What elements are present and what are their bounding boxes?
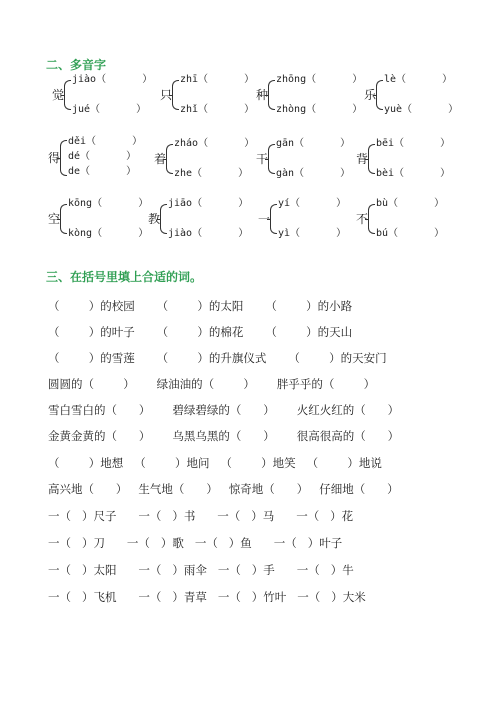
reading: zháo（ ） [174,138,255,149]
brace-icon [270,204,277,234]
reading: yí（ ） [278,198,347,209]
polyphone-char: 种 [256,88,269,102]
reading: kòng（ ） [68,228,149,239]
polyphone-char: 干 [256,152,269,166]
fill-line: 一（ ）太阳 一（ ）雨伞 一（ ）手 一（ ）牛 [48,563,354,577]
reading: zhǐ（ ） [180,104,255,115]
brace-icon [268,80,275,110]
fill-line: 一（ ）尺子 一（ ）书 一（ ）马 一（ ）花 [48,509,354,523]
reading: bēi（ ） [376,138,451,149]
brace-icon [60,140,67,176]
reading: zhòng（ ） [276,104,363,115]
polyphone-char: 乐 [364,88,377,102]
brace-icon [64,80,71,110]
reading: jiào（ ） [168,228,249,239]
reading: zhī（ ） [180,74,255,85]
fill-line: 一（ ）刀 一（ ）歌 一（ ）鱼 一（ ）叶子 [48,536,343,550]
brace-icon [368,204,375,234]
reading: děi（ ） [68,136,143,147]
fill-line: （ ）的校园 （ ）的太阳 （ ）的小路 [48,299,353,313]
fill-line: （ ）地想 （ ）地问 （ ）地笑 （ ）地说 [48,456,382,470]
reading: dé（ ） [68,151,137,162]
fill-line: 雪白雪白的（ ） 碧绿碧绿的（ ） 火红火红的（ ） [48,403,400,417]
reading: jué（ ） [72,104,147,115]
reading: jiāo（ ） [168,198,249,209]
polyphone-char: 只 [160,88,173,102]
fill-line: 一（ ）飞机 一（ ）青草 一（ ）竹叶 一（ ）大米 [48,590,366,604]
reading: bù（ ） [376,198,445,209]
reading: zhōng（ ） [276,74,363,85]
brace-icon [160,204,167,234]
polyphone-char: 不 [356,212,369,226]
reading: gān（ ） [276,138,351,149]
reading: bú（ ） [376,228,445,239]
brace-icon [172,80,179,110]
polyphone-char: 一 [258,212,271,226]
section-3-heading: 三、在括号里填上合适的词。 [46,270,203,284]
fill-line: （ ）的雪莲 （ ）的升旗仪式 （ ）的天安门 [48,351,387,365]
polyphone-char: 背 [356,152,369,166]
fill-line: 高兴地（ ） 生气地（ ） 惊奇地（ ） 仔细地（ ） [48,482,399,496]
polyphone-char: 得 [48,151,61,165]
brace-icon [268,144,275,174]
fill-line: 金黄金黄的（ ） 乌黑乌黑的（ ） 很高很高的（ ） [48,429,400,443]
brace-icon [166,144,173,174]
reading: bèi（ ） [376,168,451,179]
polyphone-char: 空 [48,212,61,226]
polyphone-char: 着 [154,152,167,166]
reading: yì（ ） [278,228,347,239]
reading: zhe（ ） [174,168,249,179]
polyphone-char: 觉 [52,88,65,102]
brace-icon [368,144,375,174]
reading: gàn（ ） [276,168,351,179]
reading: lè（ ） [384,74,453,85]
reading: yuè（ ） [384,104,459,115]
reading: kōng（ ） [68,198,149,209]
reading: de（ ） [68,166,137,177]
polyphone-char: 教 [148,212,161,226]
reading: jiào（ ） [72,74,153,85]
fill-line: （ ）的叶子 （ ）的棉花 （ ）的天山 [48,325,353,339]
fill-line: 圆圆的（ ） 绿油油的（ ） 胖乎乎的（ ） [48,377,376,391]
brace-icon [376,80,383,110]
brace-icon [60,204,67,234]
section-2-heading: 二、多音字 [46,58,107,72]
